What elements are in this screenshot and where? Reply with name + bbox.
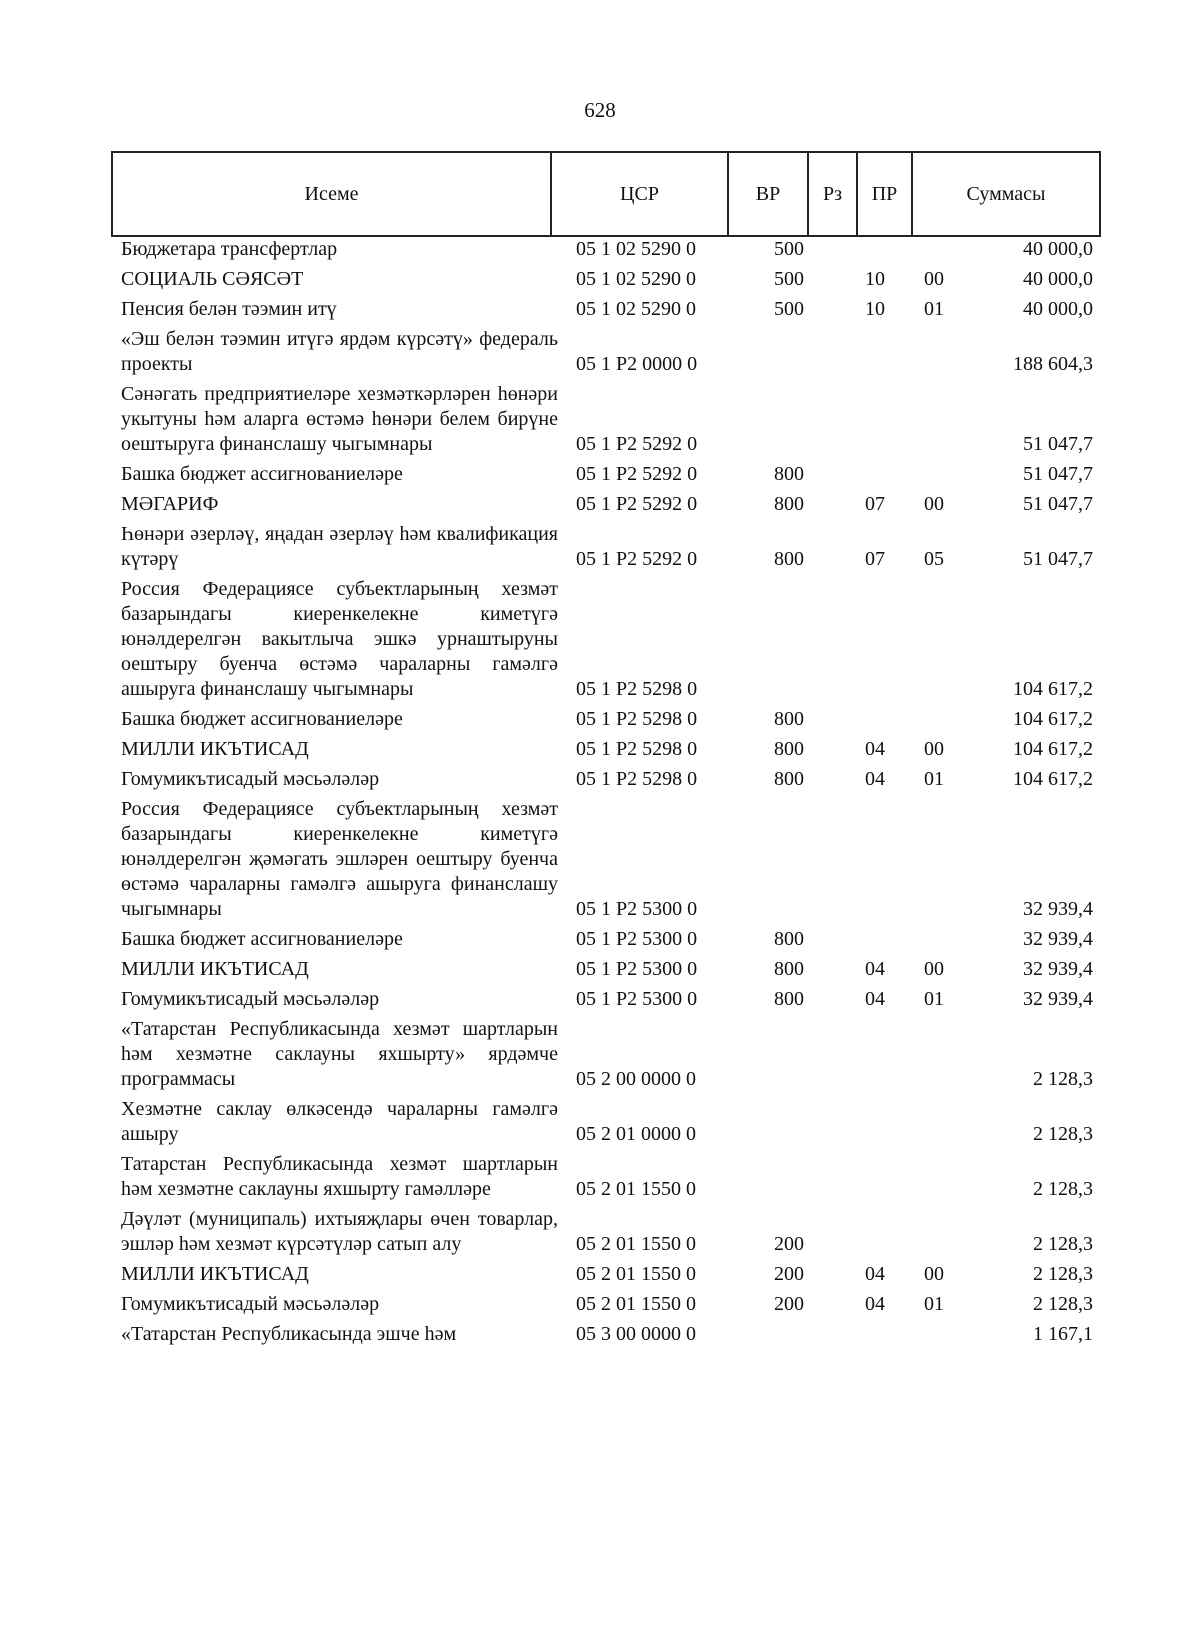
row-rz	[852, 1097, 912, 1152]
table-row	[111, 1152, 1101, 1207]
row-csr-text: 05 1 02 5290 0	[576, 268, 696, 290]
header-sum: Суммасы	[912, 152, 1100, 236]
header-pr: ПР	[857, 152, 912, 236]
row-csr	[558, 237, 751, 267]
row-rz	[852, 1017, 912, 1097]
row-pr-text: 01	[924, 298, 944, 320]
row-name	[111, 492, 558, 522]
row-name	[111, 1207, 558, 1262]
row-vr-text: 200	[774, 1293, 804, 1315]
row-sum-text: 40 000,0	[1023, 238, 1093, 260]
row-rz-text: 04	[865, 1293, 885, 1315]
table-row	[111, 1262, 1101, 1292]
row-vr	[751, 577, 852, 707]
header-csr: ЦСР	[551, 152, 728, 236]
table-row	[111, 327, 1101, 382]
row-vr	[751, 1017, 852, 1097]
row-sum-text: 2 128,3	[1033, 1178, 1093, 1200]
row-pr	[912, 1207, 977, 1262]
table-row	[111, 462, 1101, 492]
row-name-text: Россия Федерациясе субъектларының хезмәт базарындагы киеренкелекне киметүгә юнәлдерелгән вакытлыча эшкә урнаштыруны оештыру буенча өстәмә чараларны гамәлгә ашыруга финанслашу чыгымнары	[121, 578, 558, 700]
row-pr	[912, 767, 977, 797]
row-rz-text: 04	[865, 988, 885, 1010]
row-csr	[558, 1262, 751, 1292]
row-csr-text: 05 1 P2 5298 0	[576, 678, 698, 700]
row-sum-text: 2 128,3	[1033, 1263, 1093, 1285]
row-rz	[852, 767, 912, 797]
row-name	[111, 267, 558, 297]
row-csr-text: 05 2 01 1550 0	[576, 1233, 696, 1255]
row-name-text: МИЛЛИ ИКЪТИСАД	[121, 738, 309, 760]
row-csr	[558, 927, 751, 957]
row-sum-text: 104 617,2	[1013, 678, 1093, 700]
row-vr	[751, 1152, 852, 1207]
row-pr-text: 00	[924, 1263, 944, 1285]
row-sum-text: 104 617,2	[1013, 738, 1093, 760]
row-pr-text: 00	[924, 958, 944, 980]
row-csr	[558, 462, 751, 492]
row-name-text: Хезмәтне саклау өлкәсендә чараларны гамәлгә ашыру	[121, 1098, 558, 1145]
row-sum-text: 51 047,7	[1023, 493, 1093, 515]
row-name-text: «Эш белән тәэмин итүгә ярдәм күрсәтү» федераль проекты	[121, 328, 558, 375]
row-sum	[977, 462, 1101, 492]
row-csr-text: 05 2 00 0000 0	[576, 1068, 696, 1090]
row-sum	[977, 237, 1101, 267]
header-name: Исеме	[112, 152, 551, 236]
row-name-text: «Татарстан Республикасында хезмәт шартларын һәм хезмәтне саклауны яхшырту» ярдәмче программасы	[121, 1018, 558, 1090]
row-name	[111, 797, 558, 927]
row-sum	[977, 577, 1101, 707]
row-rz	[852, 987, 912, 1017]
row-sum	[977, 1207, 1101, 1262]
row-vr	[751, 797, 852, 927]
row-pr	[912, 1152, 977, 1207]
row-name-text: Гомумикътисадый мәсьәләләр	[121, 1293, 380, 1315]
row-rz	[852, 382, 912, 462]
row-vr-text: 800	[774, 988, 804, 1010]
table-row	[111, 987, 1101, 1017]
row-rz	[852, 237, 912, 267]
row-vr-text: 800	[774, 768, 804, 790]
row-name-text: Дәүләт (муниципаль) ихтыяҗлары өчен товарлар, эшләр һәм хезмәт күрсәтүләр сатып алу	[121, 1208, 558, 1255]
row-rz	[852, 462, 912, 492]
row-name	[111, 707, 558, 737]
row-vr	[751, 382, 852, 462]
table-row	[111, 382, 1101, 462]
row-csr-text: 05 1 P2 5292 0	[576, 493, 698, 515]
row-sum-text: 32 939,4	[1023, 928, 1093, 950]
row-vr	[751, 737, 852, 767]
row-rz	[852, 327, 912, 382]
row-name-text: МИЛЛИ ИКЪТИСАД	[121, 1263, 309, 1285]
header-rz: Рз	[808, 152, 857, 236]
row-pr	[912, 707, 977, 737]
table-row	[111, 1322, 1101, 1352]
row-sum-text: 2 128,3	[1033, 1123, 1093, 1145]
table-row	[111, 707, 1101, 737]
table-row	[111, 1097, 1101, 1152]
row-sum-text: 51 047,7	[1023, 463, 1093, 485]
row-csr-text: 05 3 00 0000 0	[576, 1323, 696, 1345]
page-number: 628	[584, 98, 616, 122]
row-rz	[852, 1152, 912, 1207]
row-name	[111, 297, 558, 327]
row-rz	[852, 1292, 912, 1322]
row-sum-text: 40 000,0	[1023, 298, 1093, 320]
row-sum-text: 188 604,3	[1013, 353, 1093, 375]
row-pr	[912, 237, 977, 267]
row-csr-text: 05 1 P2 5292 0	[576, 548, 698, 570]
row-name	[111, 987, 558, 1017]
table-row	[111, 767, 1101, 797]
row-csr	[558, 382, 751, 462]
row-csr	[558, 1207, 751, 1262]
row-name-text: Сәнәгать предприятиеләре хезмәткәрләрен һөнәри укытуны һәм аларга өстәмә һөнәри белем бирүне оештыруга финанслашу чыгымнары	[121, 383, 558, 455]
row-sum-text: 32 939,4	[1023, 898, 1093, 920]
row-rz-text: 04	[865, 958, 885, 980]
row-sum-text: 1 167,1	[1033, 1323, 1093, 1345]
table-row	[111, 1207, 1101, 1262]
row-vr	[751, 957, 852, 987]
row-sum	[977, 1292, 1101, 1322]
row-rz-text: 07	[865, 493, 885, 515]
row-rz-text: 10	[865, 268, 885, 290]
row-sum	[977, 382, 1101, 462]
row-rz	[852, 1262, 912, 1292]
row-rz	[852, 797, 912, 927]
row-csr	[558, 327, 751, 382]
row-vr	[751, 987, 852, 1017]
row-pr-text: 01	[924, 988, 944, 1010]
row-csr-text: 05 1 P2 5292 0	[576, 433, 698, 455]
table-row	[111, 1017, 1101, 1097]
row-csr-text: 05 2 01 0000 0	[576, 1123, 696, 1145]
row-csr-text: 05 1 P2 5300 0	[576, 898, 698, 920]
row-sum	[977, 797, 1101, 927]
row-csr	[558, 522, 751, 577]
row-csr-text: 05 2 01 1550 0	[576, 1293, 696, 1315]
row-sum	[977, 957, 1101, 987]
budget-table	[111, 237, 1101, 1352]
row-csr-text: 05 2 01 1550 0	[576, 1178, 696, 1200]
row-sum	[977, 737, 1101, 767]
table-row	[111, 737, 1101, 767]
row-name-text: Башка бюджет ассигнованиеләре	[121, 708, 403, 730]
row-vr	[751, 522, 852, 577]
row-name-text: Башка бюджет ассигнованиеләре	[121, 463, 403, 485]
row-csr	[558, 1152, 751, 1207]
row-pr-text: 01	[924, 1293, 944, 1315]
row-name	[111, 1152, 558, 1207]
row-vr-text: 800	[774, 463, 804, 485]
row-vr-text: 800	[774, 493, 804, 515]
table-row	[111, 522, 1101, 577]
row-pr	[912, 1322, 977, 1352]
row-pr	[912, 1292, 977, 1322]
row-name	[111, 382, 558, 462]
row-sum	[977, 987, 1101, 1017]
row-vr-text: 200	[774, 1263, 804, 1285]
row-rz-text: 07	[865, 548, 885, 570]
row-rz	[852, 522, 912, 577]
row-csr	[558, 297, 751, 327]
row-sum	[977, 522, 1101, 577]
row-pr	[912, 462, 977, 492]
row-sum-text: 104 617,2	[1013, 708, 1093, 730]
row-vr-text: 800	[774, 738, 804, 760]
row-sum	[977, 1097, 1101, 1152]
row-name	[111, 1322, 558, 1352]
row-pr-text: 01	[924, 768, 944, 790]
row-vr	[751, 767, 852, 797]
row-csr	[558, 957, 751, 987]
row-csr-text: 05 1 P2 5298 0	[576, 738, 698, 760]
row-sum	[977, 1152, 1101, 1207]
row-name	[111, 522, 558, 577]
row-rz	[852, 577, 912, 707]
row-pr	[912, 297, 977, 327]
row-pr	[912, 927, 977, 957]
row-csr	[558, 987, 751, 1017]
row-csr	[558, 737, 751, 767]
row-name-text: Татарстан Республикасында хезмәт шартларын һәм хезмәтне саклауны яхшырту гамәлләре	[121, 1153, 558, 1200]
row-name	[111, 462, 558, 492]
row-name	[111, 237, 558, 267]
row-sum-text: 2 128,3	[1033, 1068, 1093, 1090]
row-name-text: Һөнәри әзерләү, яңадан әзерләү һәм квалификация күтәрү	[121, 523, 558, 570]
row-pr	[912, 522, 977, 577]
row-sum-text: 32 939,4	[1023, 958, 1093, 980]
row-rz	[852, 297, 912, 327]
table-row	[111, 1292, 1101, 1322]
row-pr-text: 00	[924, 493, 944, 515]
row-vr	[751, 1322, 852, 1352]
row-sum-text: 40 000,0	[1023, 268, 1093, 290]
row-vr	[751, 237, 852, 267]
row-sum	[977, 1262, 1101, 1292]
row-csr-text: 05 1 P2 5292 0	[576, 463, 698, 485]
row-pr	[912, 267, 977, 297]
row-name	[111, 1017, 558, 1097]
row-sum-text: 104 617,2	[1013, 768, 1093, 790]
row-name	[111, 927, 558, 957]
row-csr	[558, 492, 751, 522]
row-vr-text: 500	[774, 268, 804, 290]
row-sum-text: 2 128,3	[1033, 1233, 1093, 1255]
row-pr	[912, 737, 977, 767]
row-vr-text: 800	[774, 928, 804, 950]
row-name-text: Башка бюджет ассигнованиеләре	[121, 928, 403, 950]
row-vr	[751, 327, 852, 382]
row-vr	[751, 492, 852, 522]
row-name	[111, 1262, 558, 1292]
row-rz-text: 10	[865, 298, 885, 320]
row-pr	[912, 957, 977, 987]
table-row	[111, 927, 1101, 957]
row-pr	[912, 797, 977, 927]
row-vr-text: 500	[774, 238, 804, 260]
row-pr-text: 00	[924, 268, 944, 290]
row-csr	[558, 267, 751, 297]
row-csr-text: 05 1 P2 5300 0	[576, 958, 698, 980]
row-pr	[912, 327, 977, 382]
row-rz	[852, 1207, 912, 1262]
row-rz	[852, 707, 912, 737]
row-csr	[558, 1322, 751, 1352]
row-rz-text: 04	[865, 1263, 885, 1285]
row-pr	[912, 577, 977, 707]
row-vr	[751, 267, 852, 297]
row-vr	[751, 462, 852, 492]
table-row	[111, 577, 1101, 707]
row-name-text: Россия Федерациясе субъектларының хезмәт базарындагы киеренкелекне киметүгә юнәлдерелгән җәмәгать эшләрен оештыру буенча өстәмә чараларны гамәлгә ашыруга финанслашу чыгымнары	[121, 798, 558, 920]
table-row	[111, 957, 1101, 987]
header-vr: ВР	[728, 152, 808, 236]
table-row	[111, 267, 1101, 297]
row-pr	[912, 1262, 977, 1292]
row-sum	[977, 927, 1101, 957]
row-pr-text: 05	[924, 548, 944, 570]
row-vr-text: 800	[774, 548, 804, 570]
row-vr	[751, 297, 852, 327]
row-csr-text: 05 1 P2 5298 0	[576, 768, 698, 790]
row-name-text: Пенсия белән тәэмин итү	[121, 298, 337, 320]
row-rz	[852, 927, 912, 957]
row-vr	[751, 707, 852, 737]
row-vr-text: 200	[774, 1233, 804, 1255]
row-csr-text: 05 1 P2 5300 0	[576, 988, 698, 1010]
table-row	[111, 237, 1101, 267]
row-sum	[977, 1017, 1101, 1097]
row-rz	[852, 1322, 912, 1352]
row-name	[111, 327, 558, 382]
table-row	[111, 797, 1101, 927]
row-csr	[558, 1292, 751, 1322]
row-sum	[977, 267, 1101, 297]
row-pr-text: 00	[924, 738, 944, 760]
row-name	[111, 957, 558, 987]
row-name	[111, 737, 558, 767]
row-pr	[912, 492, 977, 522]
row-name-text: Гомумикътисадый мәсьәләләр	[121, 988, 380, 1010]
row-sum-text: 2 128,3	[1033, 1293, 1093, 1315]
row-sum-text: 51 047,7	[1023, 433, 1093, 455]
row-vr	[751, 1292, 852, 1322]
row-csr-text: 05 1 02 5290 0	[576, 298, 696, 320]
row-name	[111, 577, 558, 707]
row-rz-text: 04	[865, 738, 885, 760]
row-rz-text: 04	[865, 768, 885, 790]
row-csr	[558, 1017, 751, 1097]
row-name	[111, 1292, 558, 1322]
row-rz	[852, 957, 912, 987]
row-pr	[912, 1097, 977, 1152]
row-pr	[912, 1017, 977, 1097]
row-vr	[751, 1097, 852, 1152]
row-csr	[558, 577, 751, 707]
row-csr	[558, 767, 751, 797]
row-csr-text: 05 1 P2 5300 0	[576, 928, 698, 950]
row-sum	[977, 767, 1101, 797]
table-row	[111, 492, 1101, 522]
row-pr	[912, 987, 977, 1017]
row-sum	[977, 492, 1101, 522]
table-row	[111, 297, 1101, 327]
row-sum	[977, 707, 1101, 737]
row-sum	[977, 327, 1101, 382]
row-sum-text: 32 939,4	[1023, 988, 1093, 1010]
row-vr-text: 800	[774, 958, 804, 980]
row-sum	[977, 297, 1101, 327]
row-csr	[558, 1097, 751, 1152]
row-name-text: СОЦИАЛЬ СӘЯСӘТ	[121, 268, 304, 290]
row-name	[111, 767, 558, 797]
row-pr	[912, 382, 977, 462]
row-vr	[751, 927, 852, 957]
row-csr-text: 05 2 01 1550 0	[576, 1263, 696, 1285]
row-vr-text: 500	[774, 298, 804, 320]
table-header	[111, 151, 1101, 237]
row-sum	[977, 1322, 1101, 1352]
row-rz	[852, 492, 912, 522]
row-name	[111, 1097, 558, 1152]
row-name-text: Бюджетара трансфертлар	[121, 238, 338, 260]
row-vr	[751, 1262, 852, 1292]
row-name-text: «Татарстан Республикасында эшче һәм	[121, 1323, 457, 1345]
row-csr-text: 05 1 02 5290 0	[576, 238, 696, 260]
row-csr	[558, 707, 751, 737]
row-csr	[558, 797, 751, 927]
row-name-text: Гомумикътисадый мәсьәләләр	[121, 768, 380, 790]
row-csr-text: 05 1 P2 0000 0	[576, 353, 698, 375]
row-vr-text: 800	[774, 708, 804, 730]
row-name-text: МИЛЛИ ИКЪТИСАД	[121, 958, 309, 980]
row-sum-text: 51 047,7	[1023, 548, 1093, 570]
row-rz	[852, 737, 912, 767]
row-csr-text: 05 1 P2 5298 0	[576, 708, 698, 730]
row-name-text: МӘГАРИФ	[121, 493, 219, 515]
row-rz	[852, 267, 912, 297]
row-vr	[751, 1207, 852, 1262]
